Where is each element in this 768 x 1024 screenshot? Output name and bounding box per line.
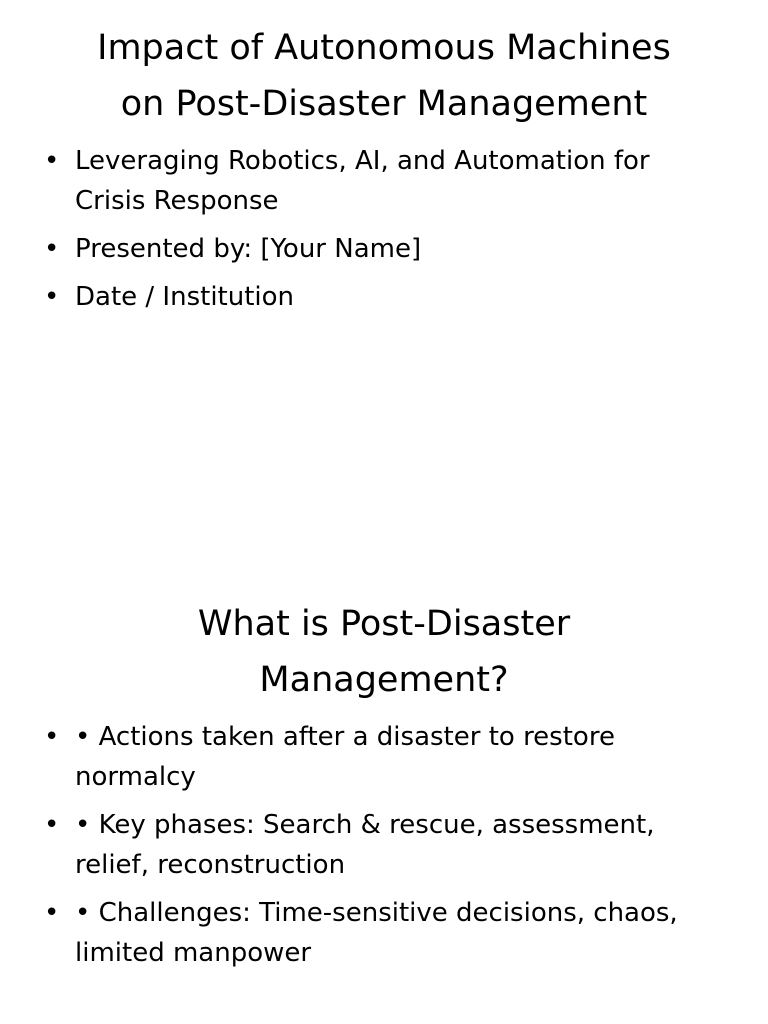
slide-2-bullet-item (0, 893, 768, 973)
slide-2-bullet-item (0, 717, 768, 797)
slide-2 (0, 576, 768, 1024)
slide-1-title-line-2: on Post-Disaster Management (120, 84, 648, 124)
bullet-dot-icon: • (44, 722, 60, 752)
slide-1-bullet-item (0, 141, 768, 221)
slide-1-title (0, 20, 768, 132)
slide-1-bullet-text: Presented by: [Your Name] (75, 234, 422, 264)
slide-2-bullet-list (0, 717, 768, 981)
slide-1-bullet-item (0, 277, 768, 317)
bullet-dot-icon: • (44, 234, 60, 264)
slide-2-bullet-text: • Actions taken after a disaster to restore normalcy (75, 722, 615, 792)
bullet-dot-icon: • (44, 810, 60, 840)
bullet-dot-icon: • (44, 898, 60, 928)
slide-2-bullet-text: • Challenges: Time-sensitive decisions, chaos, limited manpower (75, 898, 678, 968)
slide-2-bullet-text: • Key phases: Search & rescue, assessment, relief, reconstruction (75, 810, 655, 880)
slide-2-bullet-item (0, 805, 768, 885)
slide-1-bullet-text: Date / Institution (75, 282, 295, 312)
slide-1-title-line-1: Impact of Autonomous Machines (97, 28, 671, 68)
slide-1-bullet-text: Leveraging Robotics, AI, and Automation for Crisis Response (75, 146, 650, 216)
slide-1-bullet-list (0, 141, 768, 325)
slide-2-title-line-1: What is Post-Disaster (197, 604, 571, 644)
slide-2-title-line-2: Management? (259, 660, 509, 700)
slide-2-title (0, 596, 768, 708)
slide-1-bullet-item (0, 229, 768, 269)
bullet-dot-icon: • (44, 282, 60, 312)
bullet-dot-icon: • (44, 146, 60, 176)
